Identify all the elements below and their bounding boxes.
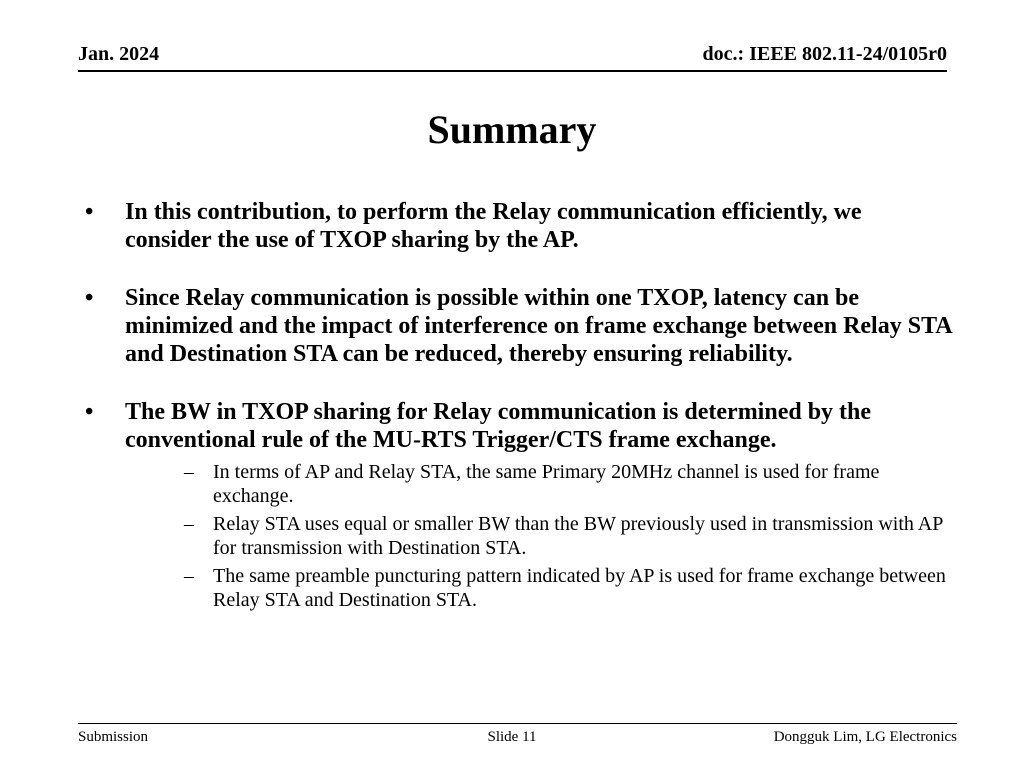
sub-bullet-marker: –	[184, 565, 194, 587]
sub-bullet-text: The same preamble puncturing pattern indicated by AP is used for frame exchange between Relay STA and Destination STA.	[213, 565, 946, 611]
sub-bullet-marker: –	[184, 513, 194, 535]
footer-submission: Submission	[78, 729, 149, 745]
footer-divider	[78, 723, 957, 724]
slide-title: Summary	[427, 107, 597, 152]
sub-bullet-marker: –	[184, 461, 194, 483]
bullet-text: Since Relay communication is possible within one TXOP, latency can be minimized and the impact of interference on frame exchange between Relay STA and Destination STA can be reduced, thereby ensuring reliability.	[125, 285, 952, 367]
sub-bullet-text: In terms of AP and Relay STA, the same Primary 20MHz channel is used for frame exchange.	[213, 461, 880, 507]
bullet-item	[83, 198, 953, 254]
bullet-text: In this contribution, to perform the Relay communication efficiently, we consider the use of TXOP sharing by the AP.	[125, 199, 862, 253]
footer-author: Dongguk Lim, LG Electronics	[773, 729, 957, 745]
slide-body	[83, 198, 953, 616]
bullet-item	[83, 284, 953, 368]
header-doc-id: doc.: IEEE 802.11-24/0105r0	[702, 43, 947, 65]
bullet-marker: •	[85, 285, 94, 311]
sub-bullet-item	[125, 512, 953, 560]
sub-bullet-list	[125, 460, 953, 612]
bullet-text: The BW in TXOP sharing for Relay communication is determined by the conventional rule of the MU-RTS Trigger/CTS frame exchange.	[125, 399, 872, 453]
sub-bullet-text: Relay STA uses equal or smaller BW than the BW previously used in transmission with AP for transmission with Destination STA.	[213, 513, 943, 559]
sub-bullet-item	[125, 460, 953, 508]
sub-bullet-item	[125, 564, 953, 612]
slide-header	[78, 40, 947, 72]
header-date: Jan. 2024	[78, 43, 160, 65]
bullet-item	[83, 398, 953, 612]
footer-slide-number: Slide 11	[487, 729, 537, 745]
bullet-marker: •	[85, 199, 94, 225]
bullet-marker: •	[85, 399, 94, 425]
